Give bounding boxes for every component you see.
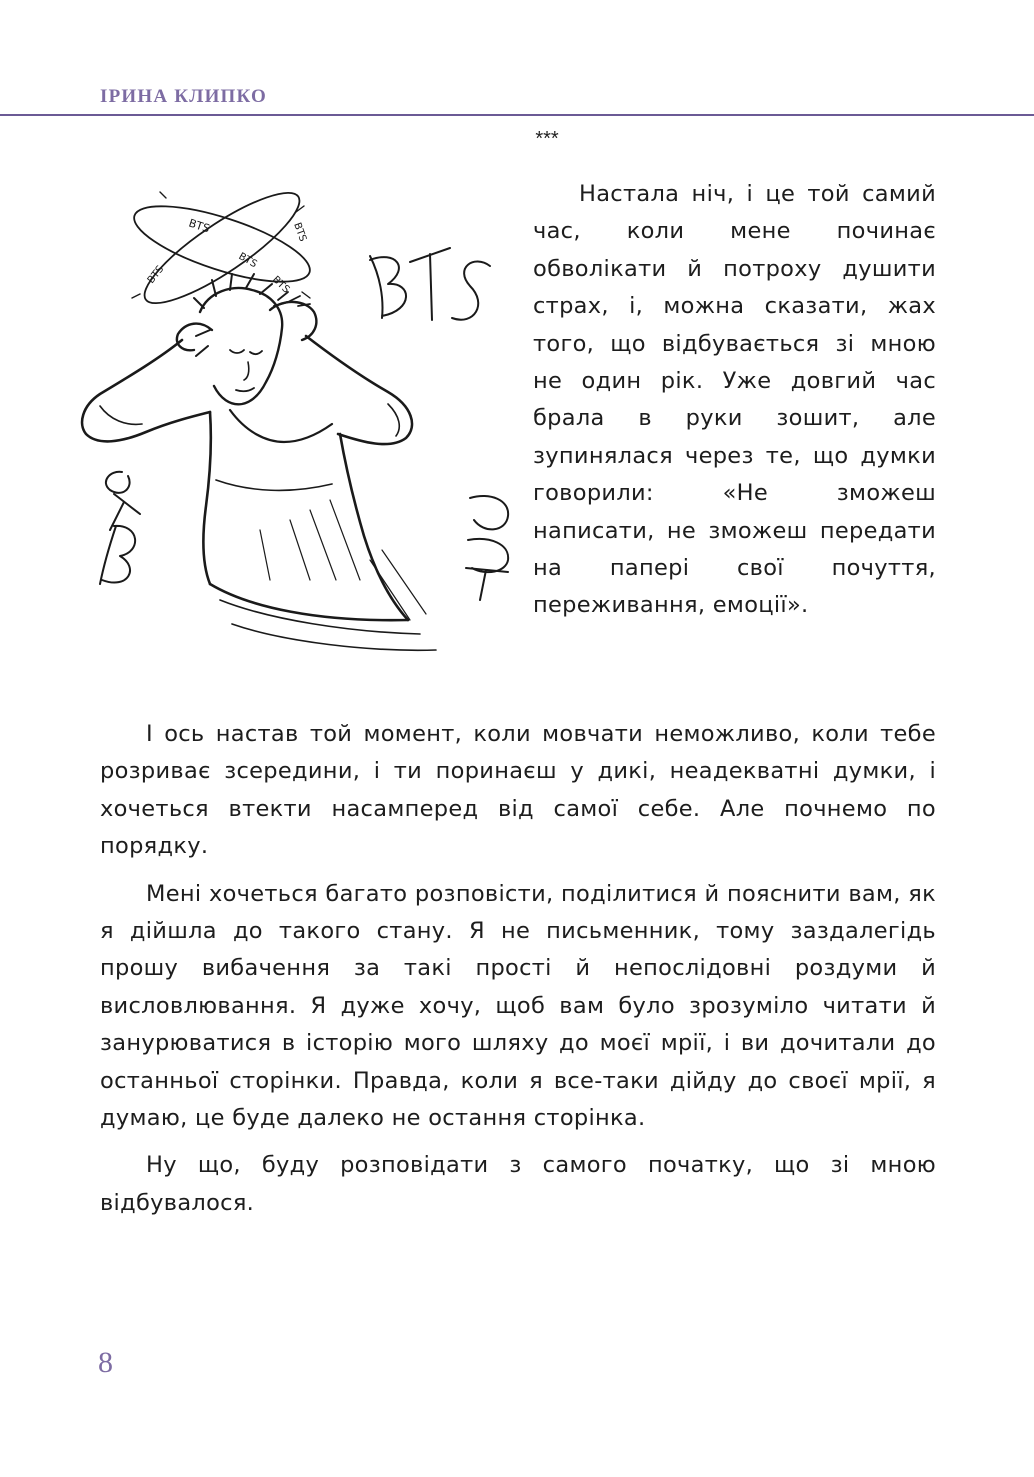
header-rule — [0, 114, 1034, 116]
section-separator: *** — [535, 128, 559, 150]
orbit-ring-icon — [132, 180, 311, 319]
ring-label: BTS — [291, 221, 309, 244]
running-head-author: ІРИНА КЛИПКО — [100, 86, 268, 107]
ring-label: BTS — [187, 216, 212, 236]
ring-label: BTS — [236, 251, 259, 271]
page-number: 8 — [98, 1346, 113, 1379]
paragraph-2: І ось настав той момент, коли мовчати неможливо, коли тебе розриває зсередини, і ти поринаєш у дикі, неадекватні думки, і хочеться втекти насамперед від самої себе. Але почнемо по порядку. — [100, 721, 936, 860]
paragraph-3: Мені хочеться багато розповісти, поділитися й пояснити вам, як я дійшла до такого стану. Я не письменник, тому заздалегідь прошу вибачення за такі прості й непослідовні роздуми й висловлювання. Я дуже хочу, щоб вам було зрозуміло читати й занурюватися в історію мого шляху до моєї мрії, і ви дочитали до останньої сторінки. Правда, коли я все-таки дійду до своєї мрії, я думаю, це буде далеко не остання сторінка. — [100, 880, 936, 1132]
paragraph-4: Ну що, буду розповідати з самого початку, що зі мною відбувалося. — [100, 1152, 936, 1216]
main-text-column — [100, 716, 936, 1232]
ring-label: BTS — [145, 263, 167, 286]
ring-label: BTS — [269, 274, 292, 296]
woman-holding-head-illustration — [70, 180, 530, 700]
wrapped-text-column — [533, 176, 936, 625]
paragraph-1: Настала ніч, і це той самий час, коли мене починає обволікати й потроху душити страх, і, можна сказати, жах того, що відбувається зі мною не один рік. Уже довгий час брала в руки зошит, але зупинялася через те, що думки говорили: «Не зможеш написати, не зможеш передати на папері свої почуття, переживання, емоції». — [533, 181, 936, 619]
